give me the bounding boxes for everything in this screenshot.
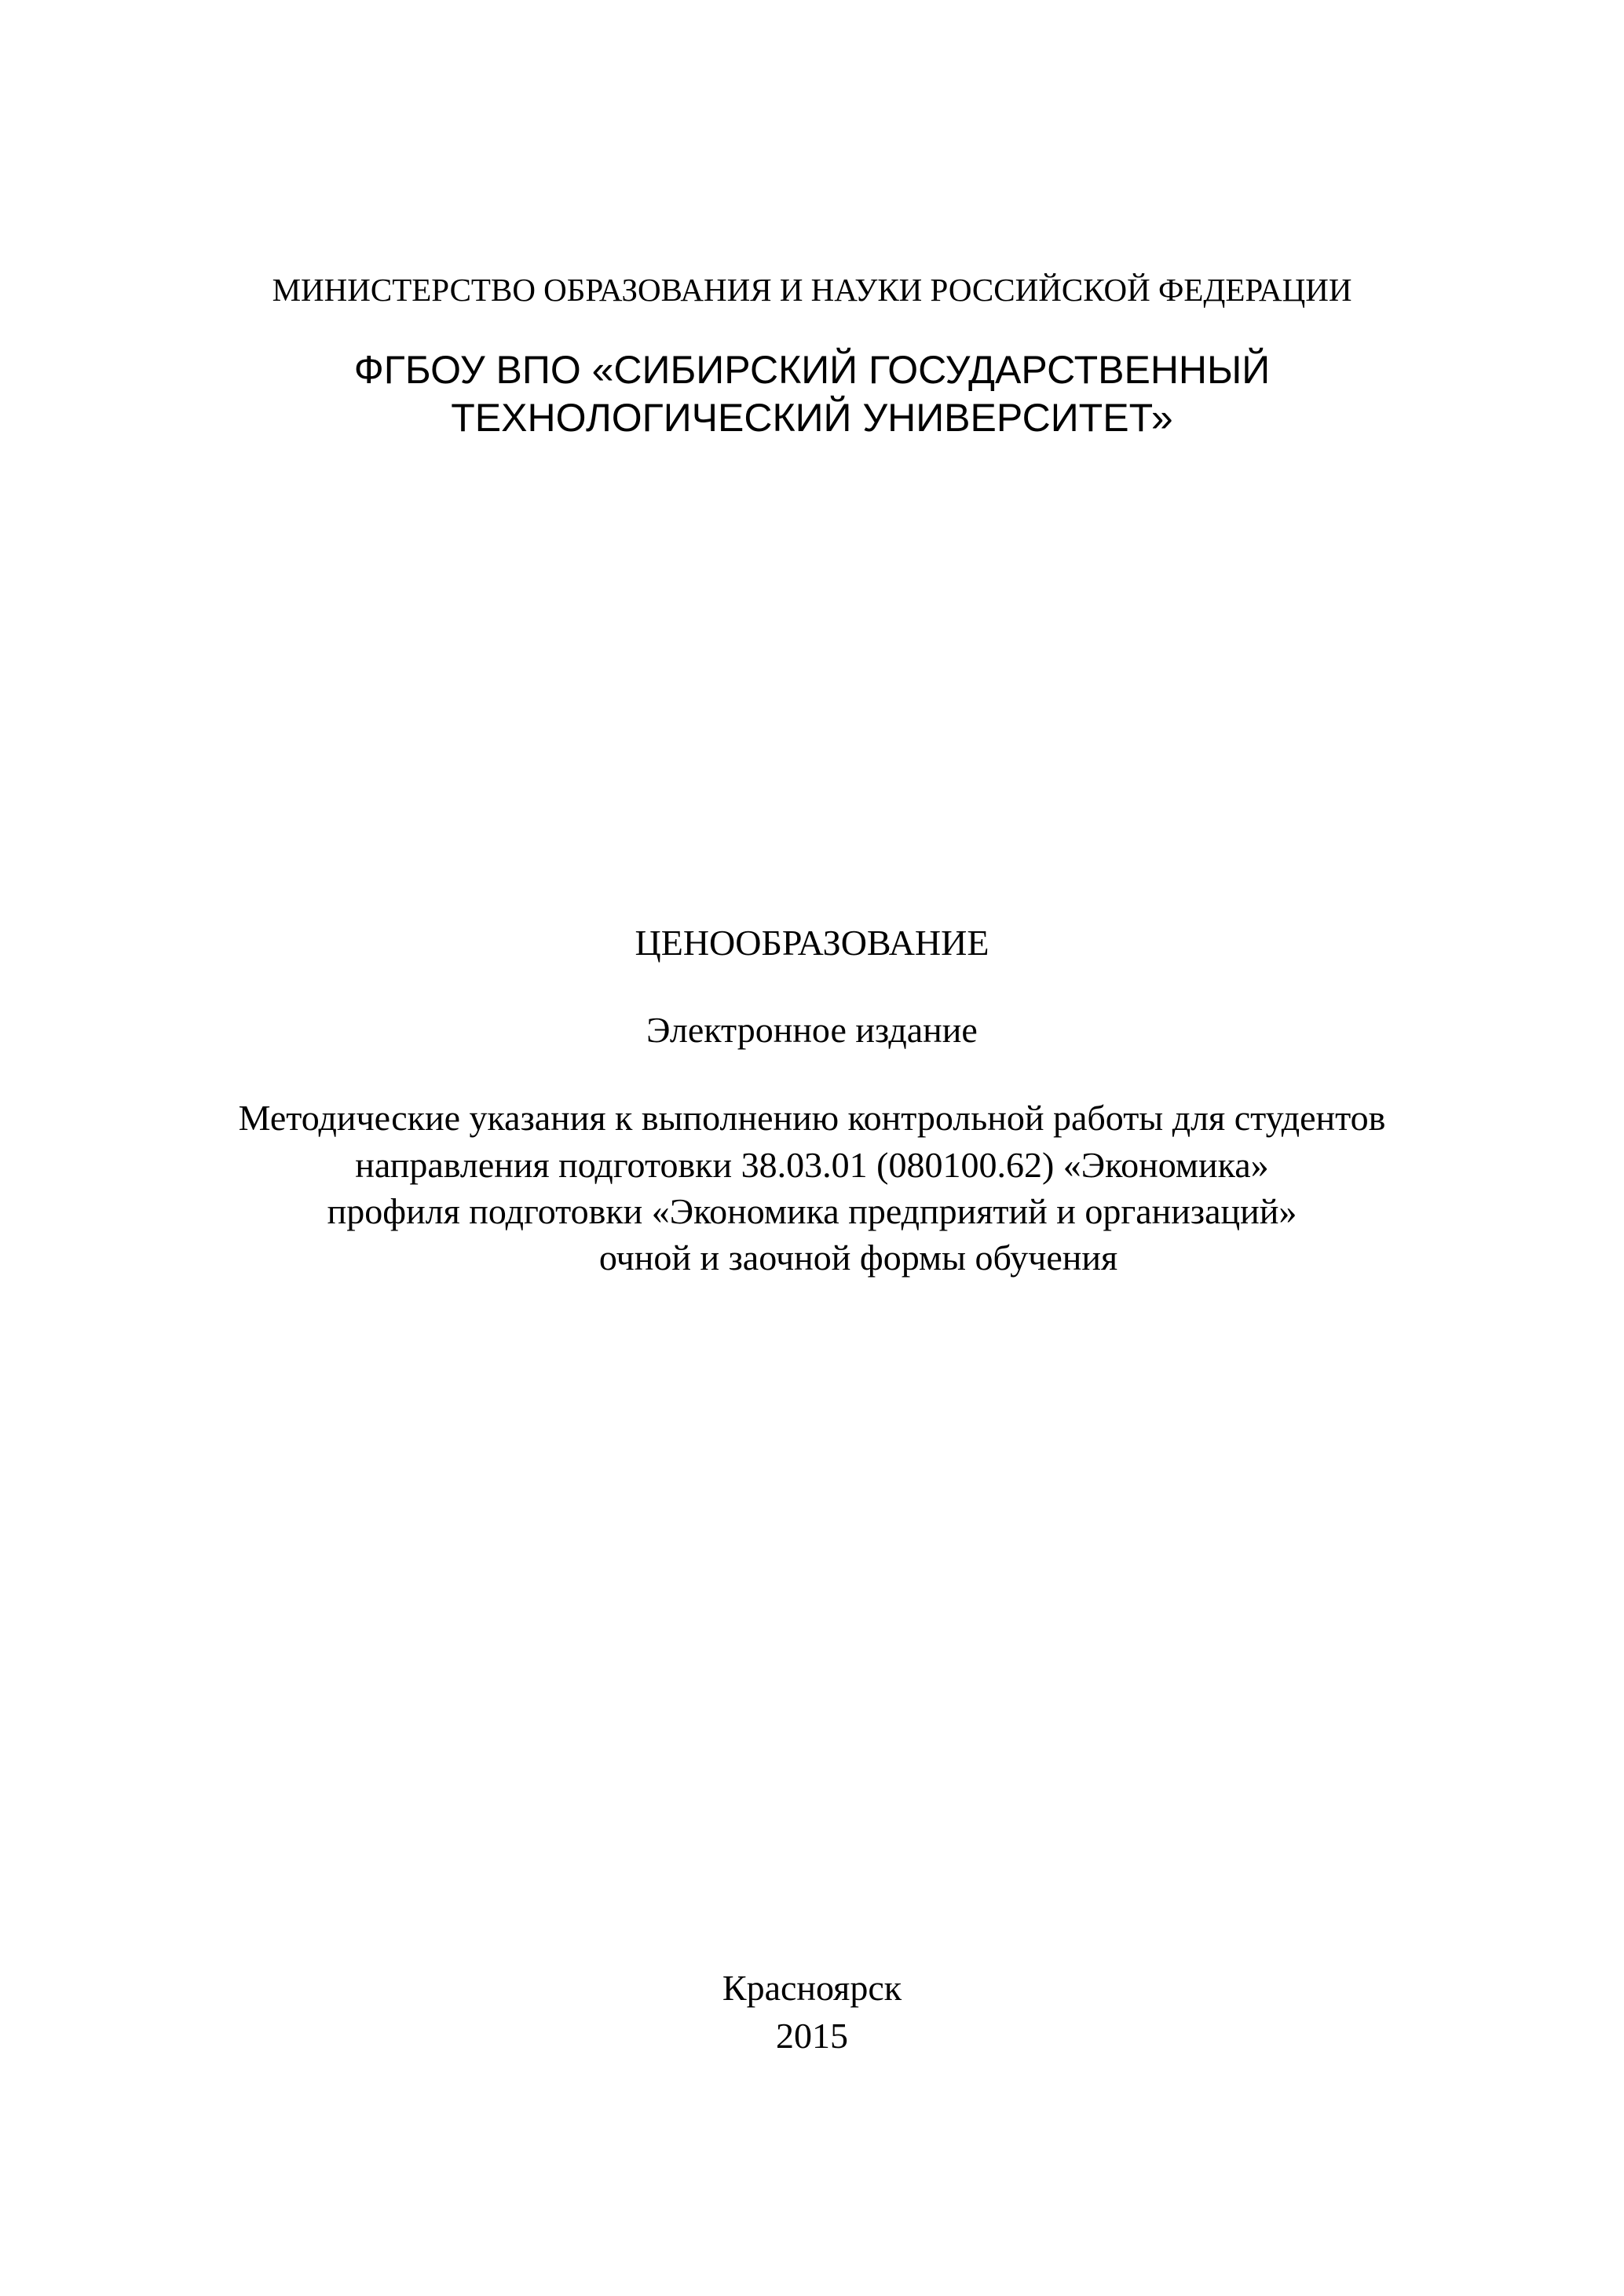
- edition-type: Электронное издание: [646, 1010, 978, 1050]
- description-line-2: направления подготовки 38.03.01 (080100.62) «Экономика»: [355, 1145, 1269, 1185]
- description-line-1: Методические указания к выполнению контрольной работы для студентов: [238, 1098, 1386, 1138]
- ministry-heading: МИНИСТЕРСТВО ОБРАЗОВАНИЯ И НАУКИ РОССИЙСКОЙ ФЕДЕРАЦИИ: [272, 272, 1352, 308]
- description-line-3: профиля подготовки «Экономика предприятий и организаций»: [327, 1191, 1297, 1231]
- publication-year: 2015: [776, 2016, 848, 2056]
- publication-city: Красноярск: [722, 1968, 902, 2008]
- document-title: ЦЕНООБРАЗОВАНИЕ: [635, 923, 989, 963]
- university-name-line-1: ФГБОУ ВПО «СИБИРСКИЙ ГОСУДАРСТВЕННЫЙ: [353, 348, 1271, 392]
- description-line-4: очной и заочной формы обучения: [598, 1238, 1118, 1278]
- university-name-line-2: ТЕХНОЛОГИЧЕСКИЙ УНИВЕРСИТЕТ»: [451, 396, 1173, 440]
